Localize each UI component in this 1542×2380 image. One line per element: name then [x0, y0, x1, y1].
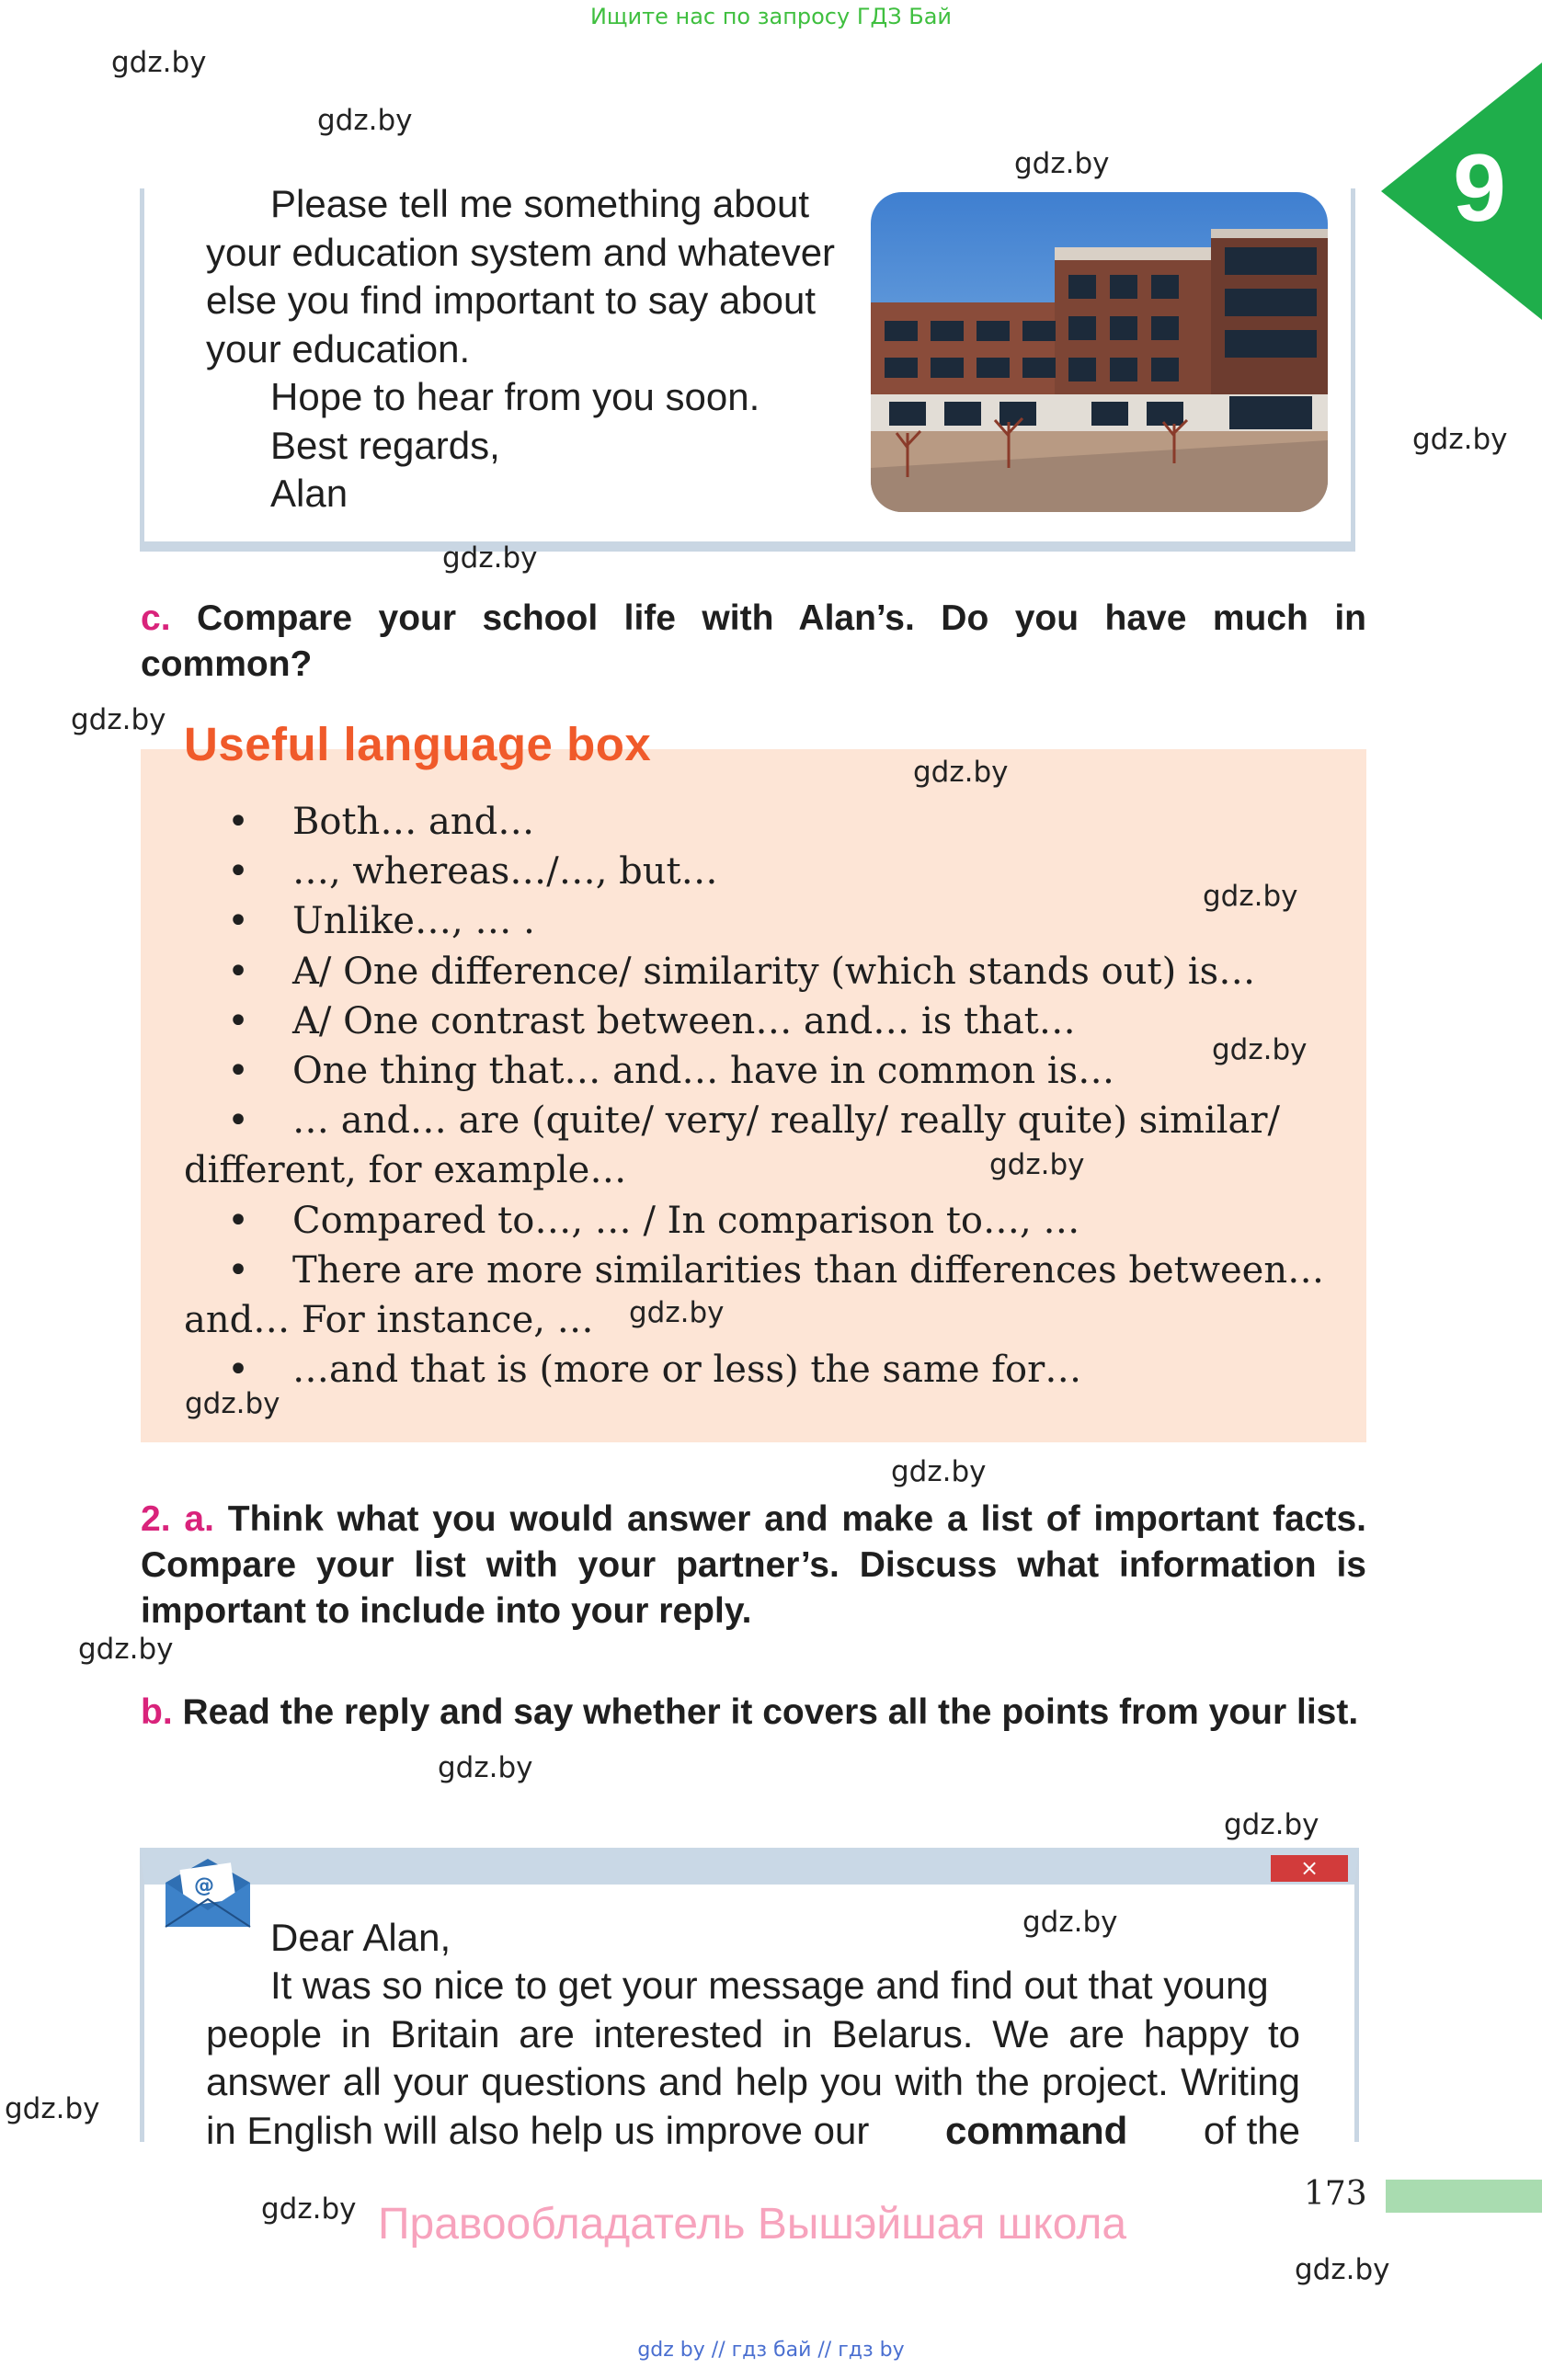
list-item: • Unlike…, … . — [227, 900, 535, 943]
task-2b-text: Read the reply and say whether it covers all the points from your list. — [182, 1692, 1359, 1732]
reply-line: in English will also help us improve our command of the — [206, 2108, 1300, 2152]
task-c — [141, 596, 1366, 688]
reply-greeting: Dear Alan, — [270, 1916, 451, 1959]
header-note: Ищите нас по запросу ГДЗ Бай — [589, 4, 953, 29]
watermark: gdz.by — [438, 1751, 533, 1784]
svg-text:@: @ — [194, 1874, 214, 1897]
chapter-tab — [1376, 63, 1542, 320]
watermark: gdz.by — [111, 46, 207, 79]
watermark: gdz.by — [1022, 1906, 1118, 1939]
watermark: gdz.by — [71, 703, 166, 736]
letter-body — [206, 180, 835, 518]
watermark: gdz.by — [913, 756, 1009, 789]
watermark: gdz.by — [5, 2092, 100, 2125]
letter-line: Hope to hear from you soon. — [270, 375, 760, 418]
task-2b-number: b. — [141, 1692, 173, 1732]
watermark: gdz.by — [1295, 2253, 1390, 2286]
page-tab-bar — [1386, 2180, 1542, 2213]
letter-signature: Alan — [270, 472, 348, 515]
footer-links: gdz by // гдз бай // гдз by — [637, 2339, 905, 2362]
watermark: gdz.by — [1212, 1033, 1308, 1066]
task-2a-number: 2. a. — [141, 1499, 214, 1539]
list-item: • Compared to…, … / In comparison to…, … — [227, 1199, 1080, 1242]
list-item: • … and… are (quite/ very/ really/ really quite) similar/ — [227, 1099, 1280, 1143]
watermark: gdz.by — [989, 1148, 1085, 1181]
watermark: gdz.by — [185, 1387, 280, 1420]
watermark: gdz.by — [261, 2192, 357, 2226]
watermark: gdz.by — [1412, 423, 1508, 456]
watermark: gdz.by — [1014, 147, 1110, 180]
list-item: • A/ One contrast between… and… is that… — [227, 999, 1076, 1042]
useful-language-list — [184, 797, 1352, 1395]
watermark: gdz.by — [891, 1455, 987, 1488]
useful-language-title: Useful language box — [184, 718, 652, 770]
task-2a — [141, 1497, 1366, 1634]
letter-line: else you find important to say about — [206, 279, 817, 322]
watermark: gdz.by — [442, 541, 538, 575]
reply-line: people in Britain are interested in Belarus. We are happy to — [206, 2011, 1300, 2055]
task-c-number: c. — [141, 598, 171, 638]
watermark: gdz.by — [78, 1633, 174, 1666]
list-item-continuation: different, for example… — [184, 1149, 627, 1192]
page-number: 173 — [1304, 2175, 1367, 2213]
task-2a-text: Think what you would answer and make a list of important facts. Compare your list with your partner’s. Discuss what information is important to include into your reply. — [141, 1499, 1366, 1631]
letter-line: your education system and whatever — [206, 230, 836, 274]
school-building-photo — [871, 192, 1328, 512]
task-2b — [141, 1690, 1366, 1736]
reply-line: It was so nice to get your message and find out that young — [270, 1964, 1269, 2007]
reply-line: answer all your questions and help you with the project. Writing — [206, 2060, 1300, 2103]
list-item: • A/ One difference/ similarity (which stands out) is… — [227, 950, 1256, 993]
list-item: • One thing that… and… have in common is… — [227, 1050, 1115, 1093]
email-icon — [162, 1857, 254, 1930]
letter-line: Please tell me something about — [270, 182, 810, 225]
watermark: gdz.by — [629, 1296, 725, 1329]
list-item: • …and that is (more or less) the same for… — [227, 1349, 1082, 1392]
list-item: • Both… and… — [227, 801, 535, 843]
list-item-continuation: and… For instance, … — [184, 1299, 594, 1342]
chapter-number: 9 — [1453, 135, 1506, 242]
letter-line: Best regards, — [270, 423, 500, 467]
letter-line: your education. — [206, 326, 471, 370]
watermark: gdz.by — [317, 104, 413, 137]
close-button[interactable]: × — [1271, 1855, 1348, 1882]
task-c-text: Compare your school life with Alan’s. Do you have much in common? — [141, 598, 1366, 684]
watermark: gdz.by — [1224, 1808, 1319, 1841]
list-item: • There are more similarities than differences between… — [227, 1248, 1325, 1292]
copyright-notice: Правообладатель Вышэйшая школа — [378, 2200, 1127, 2249]
reply-body — [206, 1962, 1300, 2155]
list-item: • …, whereas…/…, but… — [227, 850, 718, 894]
watermark: gdz.by — [1203, 880, 1298, 913]
